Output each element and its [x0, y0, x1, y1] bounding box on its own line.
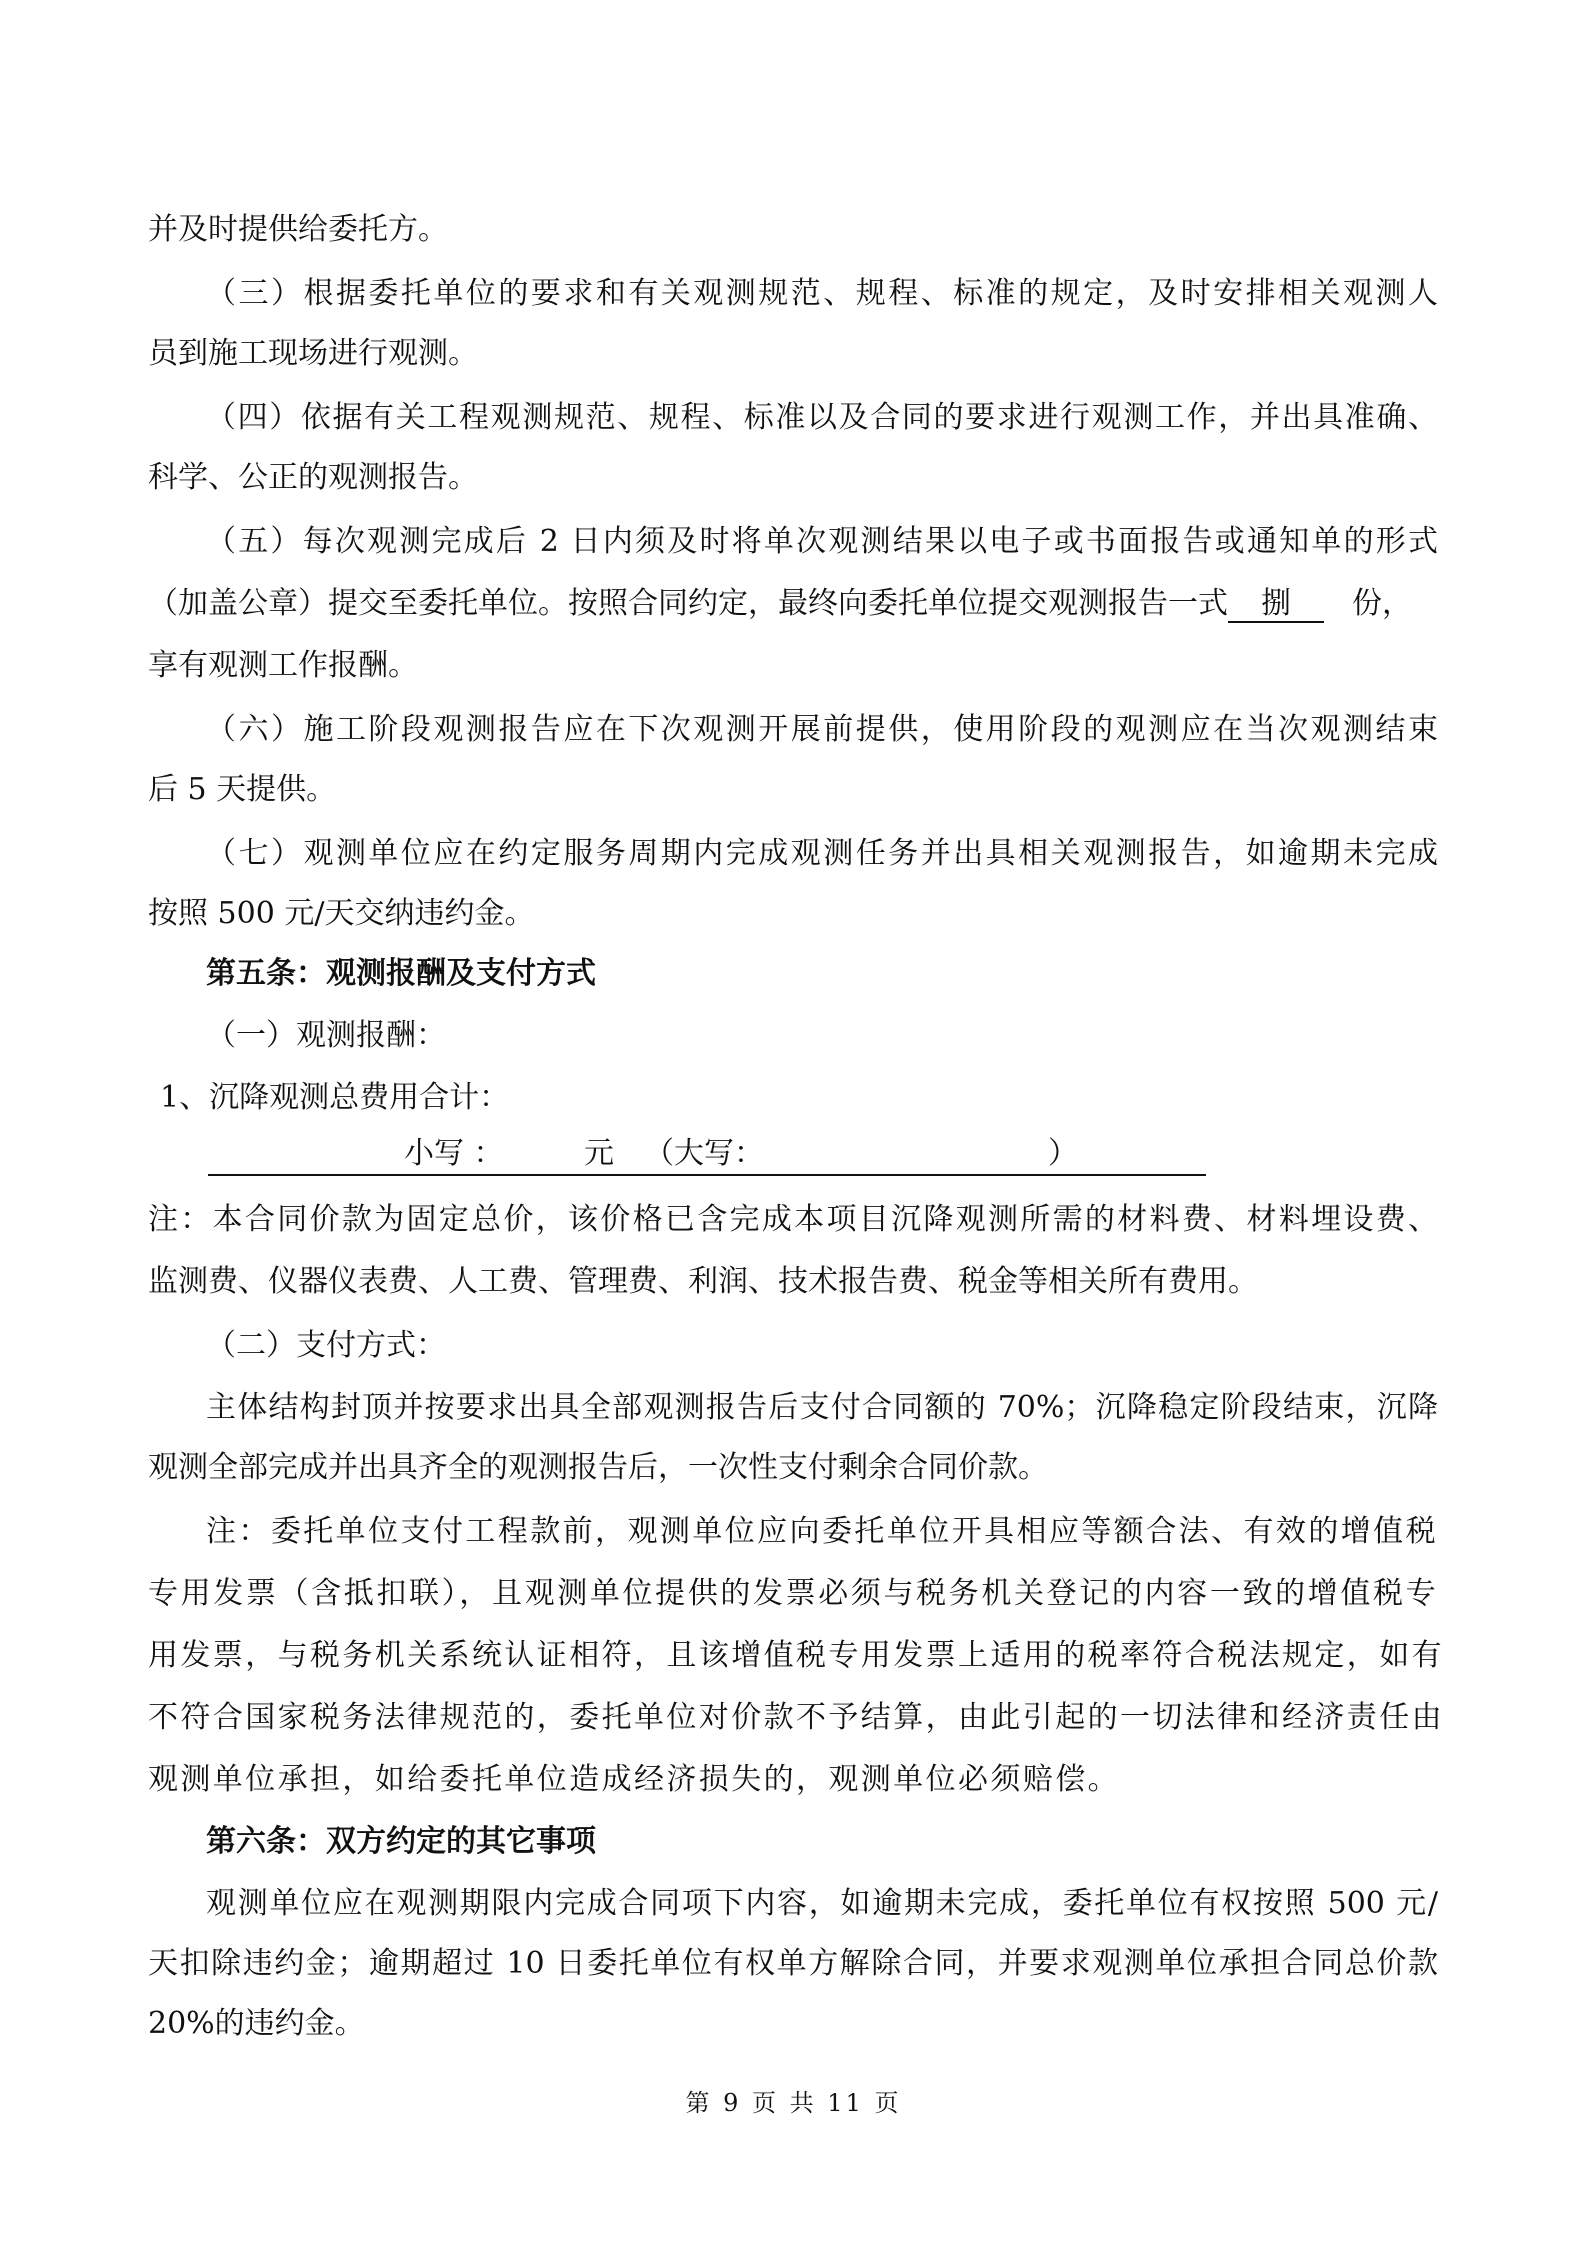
clause-four-line-1: （四）依据有关工程观测规范、规程、标准以及合同的要求进行观测工作，并出具准确、 — [206, 400, 1438, 435]
paragraph-line: 并及时提供给委托方。 — [148, 212, 448, 247]
payment-line-2: 观测全部完成并出具齐全的观测报告后，一次性支付剩余合同价款。 — [148, 1450, 1048, 1485]
clause-seven-line-2: 按照 500 元/天交纳违约金。 — [148, 896, 535, 931]
clause-three-line-2: 员到施工现场进行观测。 — [148, 336, 478, 371]
clause-five-line-3: 享有观测工作报酬。 — [148, 648, 418, 683]
clause-five-line-2-text: （加盖公章）提交至委托单位。按照合同约定，最终向委托单位提交观测报告一式 — [148, 586, 1228, 621]
fee-amount-line — [208, 1134, 1206, 1176]
clause-four-line-2: 科学、公正的观测报告。 — [148, 460, 478, 495]
clause-six-line-1: （六）施工阶段观测报告应在下次观测开展前提供，使用阶段的观测应在当次观测结束 — [206, 712, 1438, 747]
invoice-note-line-1: 注：委托单位支付工程款前，观测单位应向委托单位开具相应等额合法、有效的增值税 — [206, 1514, 1438, 1549]
article-five-heading: 第五条：观测报酬及支付方式 — [206, 956, 596, 991]
invoice-note-line-5: 观测单位承担，如给委托单位造成经济损失的，观测单位必须赔偿。 — [148, 1762, 1120, 1797]
clause-six-line-2: 后 5 天提供。 — [148, 772, 337, 807]
fee-small-label: 小写 ： — [404, 1136, 504, 1171]
clause-three-line-1: （三）根据委托单位的要求和有关观测规范、规程、标准的规定，及时安排相关观测人 — [206, 276, 1438, 311]
clause-five-line-2 — [148, 584, 1412, 624]
fee-close-paren: ） — [1048, 1136, 1078, 1171]
fee-item-label: 1、沉降观测总费用合计： — [160, 1080, 510, 1115]
other-matters-line-2: 天扣除违约金；逾期超过 10 日委托单位有权单方解除合同，并要求观测单位承担合同总价款 — [148, 1946, 1438, 1981]
clause-seven-line-1: （七）观测单位应在约定服务周期内完成观测任务并出具相关观测报告，如逾期未完成 — [206, 836, 1438, 871]
other-matters-line-3: 20%的违约金。 — [148, 2006, 365, 2041]
fee-big-label: （大写： — [644, 1136, 764, 1171]
clause-five-line-2-end: 份， — [1352, 586, 1412, 621]
clause-five-line-1: （五）每次观测完成后 2 日内须及时将单次观测结果以电子或书面报告或通知单的形式 — [206, 524, 1438, 559]
payment-line-1: 主体结构封顶并按要求出具全部观测报告后支付合同额的 70%；沉降稳定阶段结束，沉降 — [206, 1390, 1438, 1425]
invoice-note-line-3: 用发票，与税务机关系统认证相符，且该增值税专用发票上适用的税率符合税法规定，如有 — [148, 1638, 1444, 1673]
article-six-heading: 第六条：双方约定的其它事项 — [206, 1824, 596, 1859]
subsection-one-heading: （一）观测报酬： — [206, 1018, 446, 1053]
invoice-note-line-2: 专用发票（含抵扣联），且观测单位提供的发票必须与税务机关登记的内容一致的增值税专 — [148, 1576, 1438, 1611]
subsection-two-heading: （二）支付方式： — [206, 1328, 446, 1363]
report-copies-blank: 捌 — [1228, 587, 1324, 623]
price-note-line-1: 注：本合同价款为固定总价，该价格已含完成本项目沉降观测所需的材料费、材料埋设费、 — [148, 1202, 1438, 1237]
page-number-footer: 第 9 页 共 11 页 — [685, 2089, 902, 2117]
price-note-line-2: 监测费、仪器仪表费、人工费、管理费、利润、技术报告费、税金等相关所有费用。 — [148, 1264, 1258, 1299]
other-matters-line-1: 观测单位应在观测期限内完成合同项下内容，如逾期未完成，委托单位有权按照 500 元/ — [206, 1886, 1438, 1921]
invoice-note-line-4: 不符合国家税务法律规范的，委托单位对价款不予结算，由此引起的一切法律和经济责任由 — [148, 1700, 1444, 1735]
fee-unit-label: 元 — [584, 1136, 614, 1171]
